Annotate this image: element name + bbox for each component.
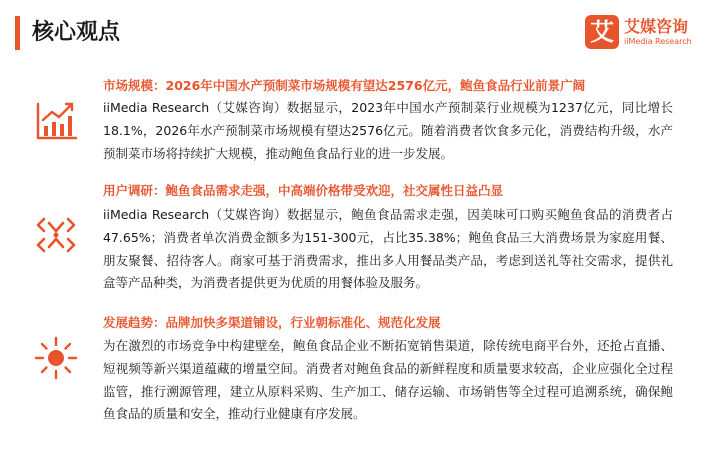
section-heading: 市场规模：2026年中国水产预制菜市场规模有望达2576亿元，鲍鱼食品行业前景广阔 bbox=[103, 78, 586, 93]
section-body: iiMedia Research（艾媒咨询）数据显示，2023年中国水产预制菜行业规模为1237亿元，同比增长18.1%，2026年水产预制菜市场规模有望达2576亿元。随着消费者饮食多元化，消费结构升级，水产预制菜市场将持续扩大规模，推动鲍鱼食品行业的进一步发展。 bbox=[103, 100, 673, 161]
section-heading: 发展趋势：品牌加快多渠道铺设，行业朝标准化、规范化发展 bbox=[103, 315, 441, 330]
sun-icon bbox=[34, 336, 78, 380]
focus-target-icon bbox=[34, 213, 78, 257]
logo-mark: 艾 bbox=[585, 15, 619, 49]
growth-chart-icon bbox=[34, 98, 78, 142]
section-body: iiMedia Research（艾媒咨询）数据显示，鲍鱼食品需求走强，因美味可口购买鲍鱼食品的消费者占47.65%；消费者单次消费金额多为151-300元，占比35.38%；鲍鱼食品三大消费场景为家庭用餐、朋友聚餐、招待客人。商家可基于消费需求，推出多人用餐品类产品，考虑到送礼等社交需求，提供礼盒等产品种类，为消费者提供更为优质的用餐体验及服务。 bbox=[103, 207, 673, 291]
page-title: 核心观点 bbox=[32, 20, 121, 45]
brand-logo bbox=[585, 15, 692, 49]
title-accent-bar bbox=[15, 16, 20, 50]
logo-name-cn: 艾媒咨询 bbox=[624, 17, 689, 36]
section-heading: 用户调研：鲍鱼食品需求走强，中高端价格带受欢迎，社交属性日益凸显 bbox=[103, 183, 504, 198]
logo-name-en: iiMedia Research bbox=[624, 37, 692, 46]
logo-text bbox=[624, 17, 692, 47]
section-body: 为在激烈的市场竞争中构建壁垒，鲍鱼食品企业不断拓宽销售渠道，除传统电商平台外，还抢占直播、短视频等新兴渠道蕴藏的增量空间。消费者对鲍鱼食品的新鲜程度和质量要求较高，企业应强化全过程监管，推行溯源管理，建立从原料采购、生产加工、储存运输、市场销售等全过程可追溯系统，确保鲍鱼食品的质量和安全，推动行业健康有序发展。 bbox=[103, 338, 673, 422]
